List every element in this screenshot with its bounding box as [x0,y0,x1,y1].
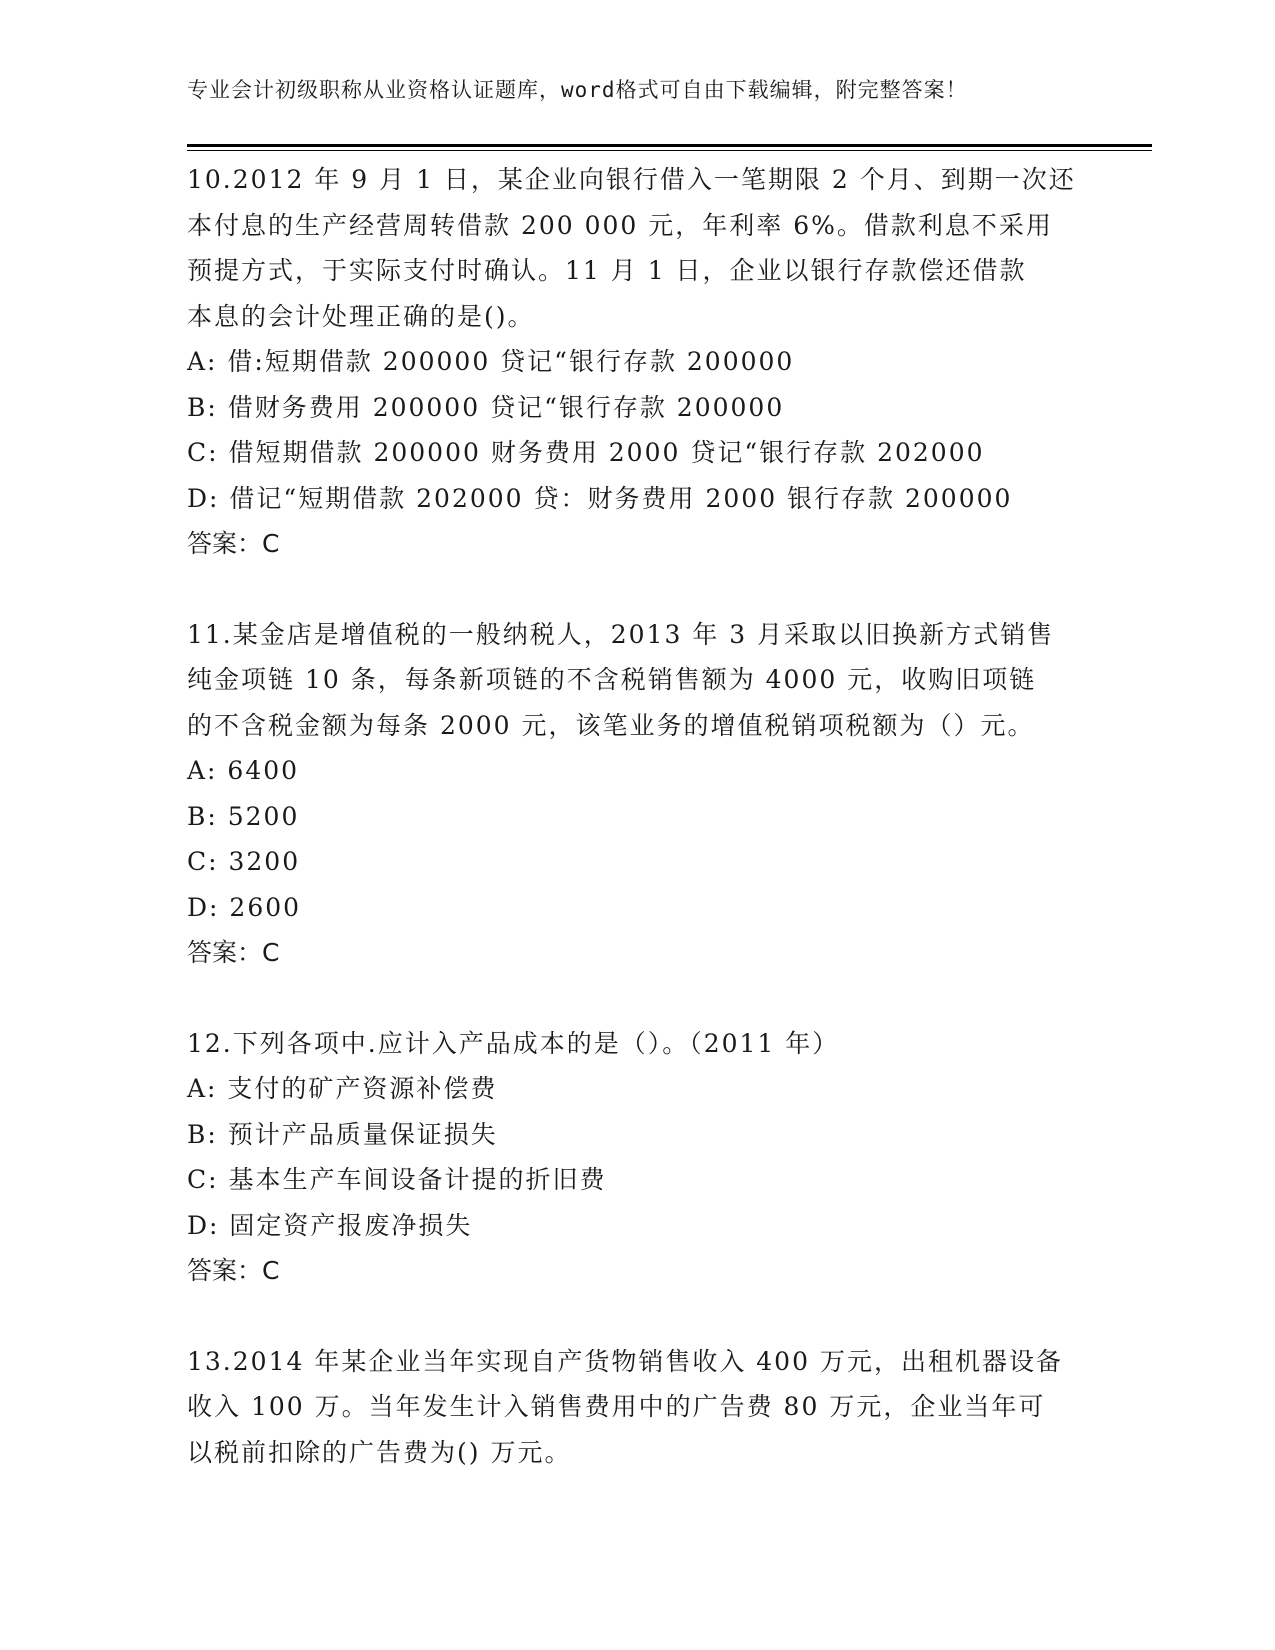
question-stem-line: 收入 100 万。当年发生计入销售费用中的广告费 80 万元，企业当年可 [187,1392,1046,1421]
page-header: 专业会计初级职称从业资格认证题库，word格式可自由下载编辑，附完整答案！ [187,78,968,102]
header-rule-thin [187,150,1152,151]
option-b: B: 借财务费用 200000 贷记“银行存款 200000 [187,392,785,422]
question-stem-line: 的不含税金额为每条 2000 元，该笔业务的增值税销项税额为（）元。 [187,710,1035,740]
question-stem-line: 预提方式，于实际支付时确认。11 月 1 日，企业以银行存款偿还借款 [187,256,1027,285]
option-c: C: 基本生产车间设备计提的折旧费 [187,1165,607,1194]
option-c: C: 3200 [187,847,301,876]
option-d: D: 固定资产报废净损失 [187,1210,473,1240]
option-b: B: 预计产品质量保证损失 [187,1119,498,1149]
option-a: A: 支付的矿产资源补偿费 [187,1074,498,1103]
question-stem-line: 10.2012 年 9 月 1 日，某企业向银行借入一笔期限 2 个月、到期一次还 [187,165,1076,194]
question-list [187,157,1087,1475]
answer-line: 答案：C [187,1256,280,1285]
question-stem-line: 纯金项链 10 条，每条新项链的不含税销售额为 4000 元，收购旧项链 [187,665,1037,694]
answer-line: 答案：C [187,529,280,558]
question-13 [187,1339,1087,1476]
question-10 [187,157,1087,567]
question-stem-line: 13.2014 年某企业当年实现自产货物销售收入 400 万元，出租机器设备 [187,1346,1063,1376]
question-stem-line: 11.某金店是增值税的一般纳税人，2013 年 3 月采取以旧换新方式销售 [187,619,1055,649]
question-12 [187,1021,1087,1294]
option-a: A: 借:短期借款 200000 贷记“银行存款 200000 [187,347,795,376]
question-stem-line: 本息的会计处理正确的是()。 [187,301,535,331]
answer-line: 答案：C [187,938,280,967]
option-b: B: 5200 [187,801,300,831]
option-a: A: 6400 [187,756,300,785]
question-stem-line: 本付息的生产经营周转借款 200 000 元，年利率 6%。借款利息不采用 [187,210,1053,240]
option-d: D: 2600 [187,892,302,922]
question-stem-line: 以税前扣除的广告费为() 万元。 [187,1437,572,1467]
option-d: D: 借记“短期借款 202000 贷：财务费用 2000 银行存款 200000 [187,483,1013,513]
question-11 [187,612,1087,976]
header-rule-thick [187,144,1152,147]
question-stem-line: 12.下列各项中.应计入产品成本的是（）。（2011 年） [187,1028,840,1058]
option-c: C: 借短期借款 200000 财务费用 2000 贷记“银行存款 202000 [187,438,985,467]
